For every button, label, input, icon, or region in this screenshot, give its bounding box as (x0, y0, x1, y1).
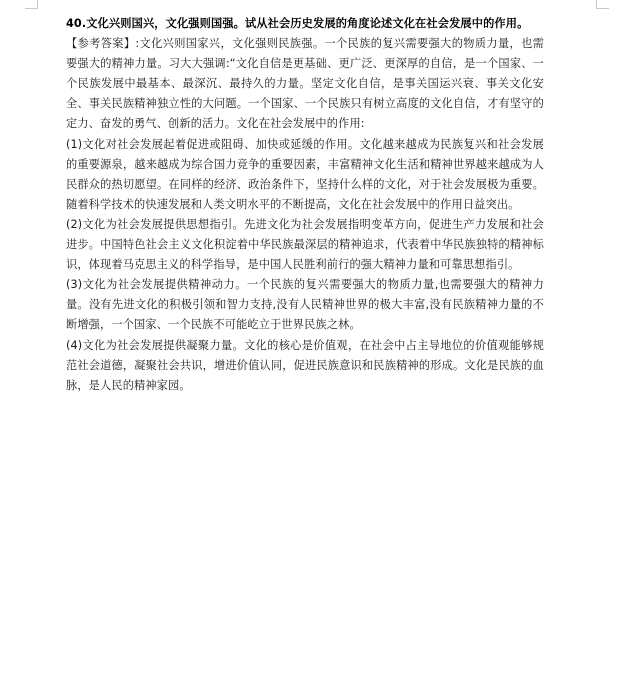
crop-mark-top-right (597, 8, 609, 9)
document-body (66, 14, 544, 396)
crop-mark-top-left-vertical (37, 0, 38, 9)
answer-intro: 【参考答案】:文化兴则国家兴，文化强则民族强。一个民族的复兴需要强大的物质力量，也需要强大的精神力量。习大大强调:“文化自信是更基础、更广泛、更深厚的自信，是一个国家、一个民族发展中最基本、最深沉、最持久的力量。坚定文化自信，是事关国运兴衰、事关文化安全、事关民族精神独立性的大问题。一个国家、一个民族只有树立高度的文化自信，才有坚守的定力、奋发的勇气、创新的活力。文化在社会发展中的作用: (66, 37, 544, 131)
answer-point-3: (3)文化为社会发展提供精神动力。一个民族的复兴需要强大的物质力量,也需要强大的精神力量。没有先进文化的积极引领和智力支持,没有人民精神世界的极大丰富,没有民族精神力量的不断增强，一个国家、一个民族不可能屹立于世界民族之林。 (66, 278, 544, 332)
crop-mark-top-right-vertical (596, 0, 597, 9)
answer-point-1: (1)文化对社会发展起着促进或阻碍、加快或延缓的作用。文化越来越成为民族复兴和社会发展的重要源泉，越来越成为综合国力竞争的重要因素，丰富精神文化生活和精神世界越来越成为人民群众的热切愿望。在同样的经济、政治条件下，坚持什么样的文化，对于社会发展极为重要。随着科学技术的快速发展和人类文明水平的不断提高，文化在社会发展中的作用日益突出。 (66, 137, 544, 211)
answer-point-2: (2)文化为社会发展提供思想指引。先进文化为社会发展指明变革方向，促进生产力发展和社会进步。中国特色社会主义文化积淀着中华民族最深层的精神追求，代表着中华民族独特的精神标识，体现着马克思主义的科学指导，是中国人民胜利前行的强大精神力量和可靠思想指引。 (66, 217, 544, 272)
crop-mark-top-left (25, 8, 37, 9)
answer-point-4: (4)文化为社会发展提供凝聚力量。文化的核心是价值观，在社会中占主导地位的价值观能够规范社会道德，凝聚社会共识，增进价值认同，促进民族意识和民族精神的形成。文化是民族的血脉，是人民的精神家园。 (66, 338, 544, 392)
question-heading: 40.文化兴则国兴，文化强则国强。试从社会历史发展的角度论述文化在社会发展中的作用。 (66, 17, 529, 30)
